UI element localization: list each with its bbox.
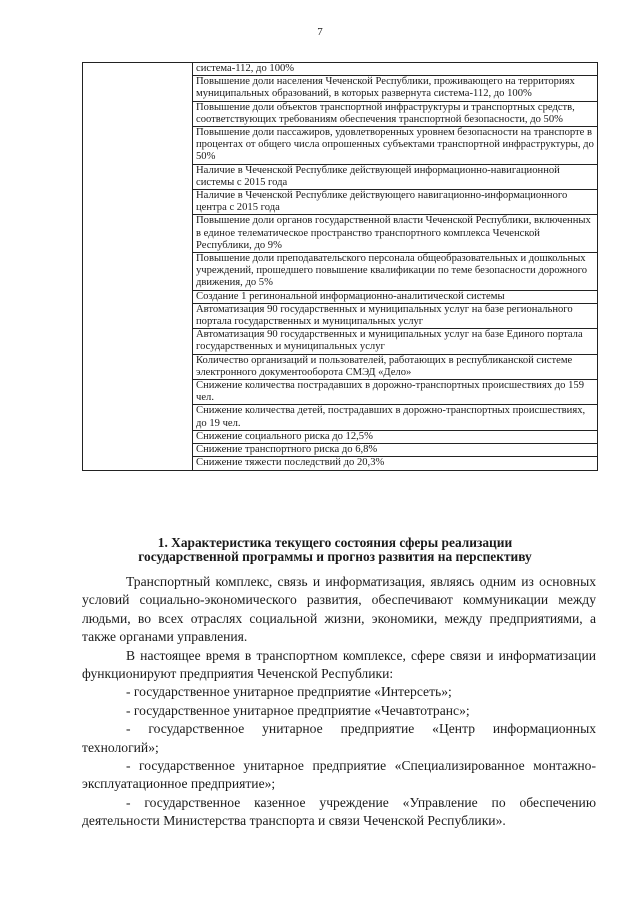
table-row: [83, 215, 598, 253]
section-body: [82, 573, 596, 831]
table-cell: Снижение транспортного риска до 6,8%: [193, 444, 598, 457]
table-cell: Наличие в Чеченской Республике действующей информационно-навигационной системы с 2015 года: [193, 164, 598, 189]
table-cell: Количество организаций и пользователей, работающих в республиканской системе электронного документооборота СМЭД «Дело»: [193, 354, 598, 379]
table-row: [83, 457, 598, 470]
list-item: - государственное унитарное предприятие «Чечавтотранс»;: [126, 702, 470, 718]
table-row: [83, 190, 598, 215]
table-cell-empty: [83, 303, 193, 328]
table-cell-empty: [83, 63, 193, 76]
table-row: [83, 430, 598, 443]
table-cell: Снижение количества детей, пострадавших в дорожно-транспортных происшествиях, до 19 чел.: [193, 405, 598, 430]
paragraph: Транспортный комплекс, связь и информатизация, являясь одним из основных условий социально-экономического развития, обеспечивают коммуникации между людьми, во всех отраслях социальной жизни, экономики, между предприятиями, а также органами управления.: [82, 574, 596, 645]
table-cell: Снижение тяжести последствий до 20,3%: [193, 457, 598, 470]
table-cell: Автоматизация 90 государственных и муниципальных услуг на базе Единого портала государственных и муниципальных услуг: [193, 329, 598, 354]
table-cell-empty: [83, 164, 193, 189]
table-row: [83, 164, 598, 189]
table-cell-empty: [83, 354, 193, 379]
table-row: [83, 405, 598, 430]
table-cell-empty: [83, 215, 193, 253]
list-item: - государственное унитарное предприятие «Интерсеть»;: [126, 684, 452, 700]
table-row: [83, 63, 598, 76]
section-heading-line: государственной программы и прогноз развития на перспективу: [138, 549, 532, 564]
table-cell: Создание 1 регинональной информационно-аналитической системы: [193, 290, 598, 303]
table-cell-empty: [83, 253, 193, 291]
table-row: [83, 253, 598, 291]
table-cell-empty: [83, 457, 193, 470]
table-cell: Повышение доли объектов транспортной инфраструктуры и транспортных средств, соответствующих требованиям обеспечения транспортной безопасности, до 50%: [193, 101, 598, 126]
table-row: [83, 354, 598, 379]
table-cell-empty: [83, 127, 193, 165]
list-item: - государственное казенное учреждение «Управление по обеспечению деятельности Министерства транспорта и связи Чеченской Республики».: [82, 794, 596, 829]
table-row: [83, 290, 598, 303]
table-cell: Снижение социального риска до 12,5%: [193, 430, 598, 443]
list-item: - государственное унитарное предприятие «Специализированное монтажно-эксплуатационное предприятие»;: [82, 758, 596, 792]
table-row: [83, 380, 598, 405]
page-number: 7: [317, 26, 323, 38]
table-row: [83, 444, 598, 457]
paragraph: В настоящее время в транспортном комплексе, сфере связи и информатизации функционируют предприятия Чеченской Республики:: [82, 647, 596, 682]
target-indicators-table: [82, 62, 598, 471]
table-cell: Повышение доли населения Чеченской Республики, проживающего на территориях муниципальных образований, в которых развернута система-112, до 100%: [193, 76, 598, 101]
table-row: [83, 303, 598, 328]
table-cell-empty: [83, 405, 193, 430]
list-item: - государственное унитарное предприятие «Центр информационных технологий»;: [82, 721, 596, 755]
table-cell-empty: [83, 430, 193, 443]
table-cell-empty: [83, 290, 193, 303]
section-heading: [72, 536, 598, 564]
table-cell: система-112, до 100%: [193, 63, 598, 76]
table-cell: Автоматизация 90 государственных и муниципальных услуг на базе регионального портала государственных и муниципальных услуг: [193, 303, 598, 328]
table-cell: Наличие в Чеченской Республике действующего навигационно-информационного центра с 2015 года: [193, 190, 598, 215]
table-cell: Повышение доли преподавательского персонала общеобразовательных и дошкольных учреждений, прошедшего повышение квалификации по теме безопасности дорожного движения, до 5%: [193, 253, 598, 291]
table-cell-empty: [83, 444, 193, 457]
table-cell: Повышение доли органов государственной власти Чеченской Республики, включенных в единое телематическое пространство транспортного комплекса Чеченской Республики, до 9%: [193, 215, 598, 253]
table-cell: Повышение доли пассажиров, удовлетворенных уровнем безопасности на транспорте в процентах от общего числа опрошенных субъектами транспортной инфраструктуры, до 50%: [193, 127, 598, 165]
table-row: [83, 329, 598, 354]
table-cell-empty: [83, 190, 193, 215]
table-cell-empty: [83, 101, 193, 126]
table-cell: Снижение количества пострадавших в дорожно-транспортных происшествиях до 159 чел.: [193, 380, 598, 405]
section-heading-line: 1. Характеристика текущего состояния сферы реализации: [157, 535, 513, 550]
table-row: [83, 127, 598, 165]
table-cell-empty: [83, 380, 193, 405]
table-cell-empty: [83, 329, 193, 354]
table-row: [83, 76, 598, 101]
table-cell-empty: [83, 76, 193, 101]
table-row: [83, 101, 598, 126]
